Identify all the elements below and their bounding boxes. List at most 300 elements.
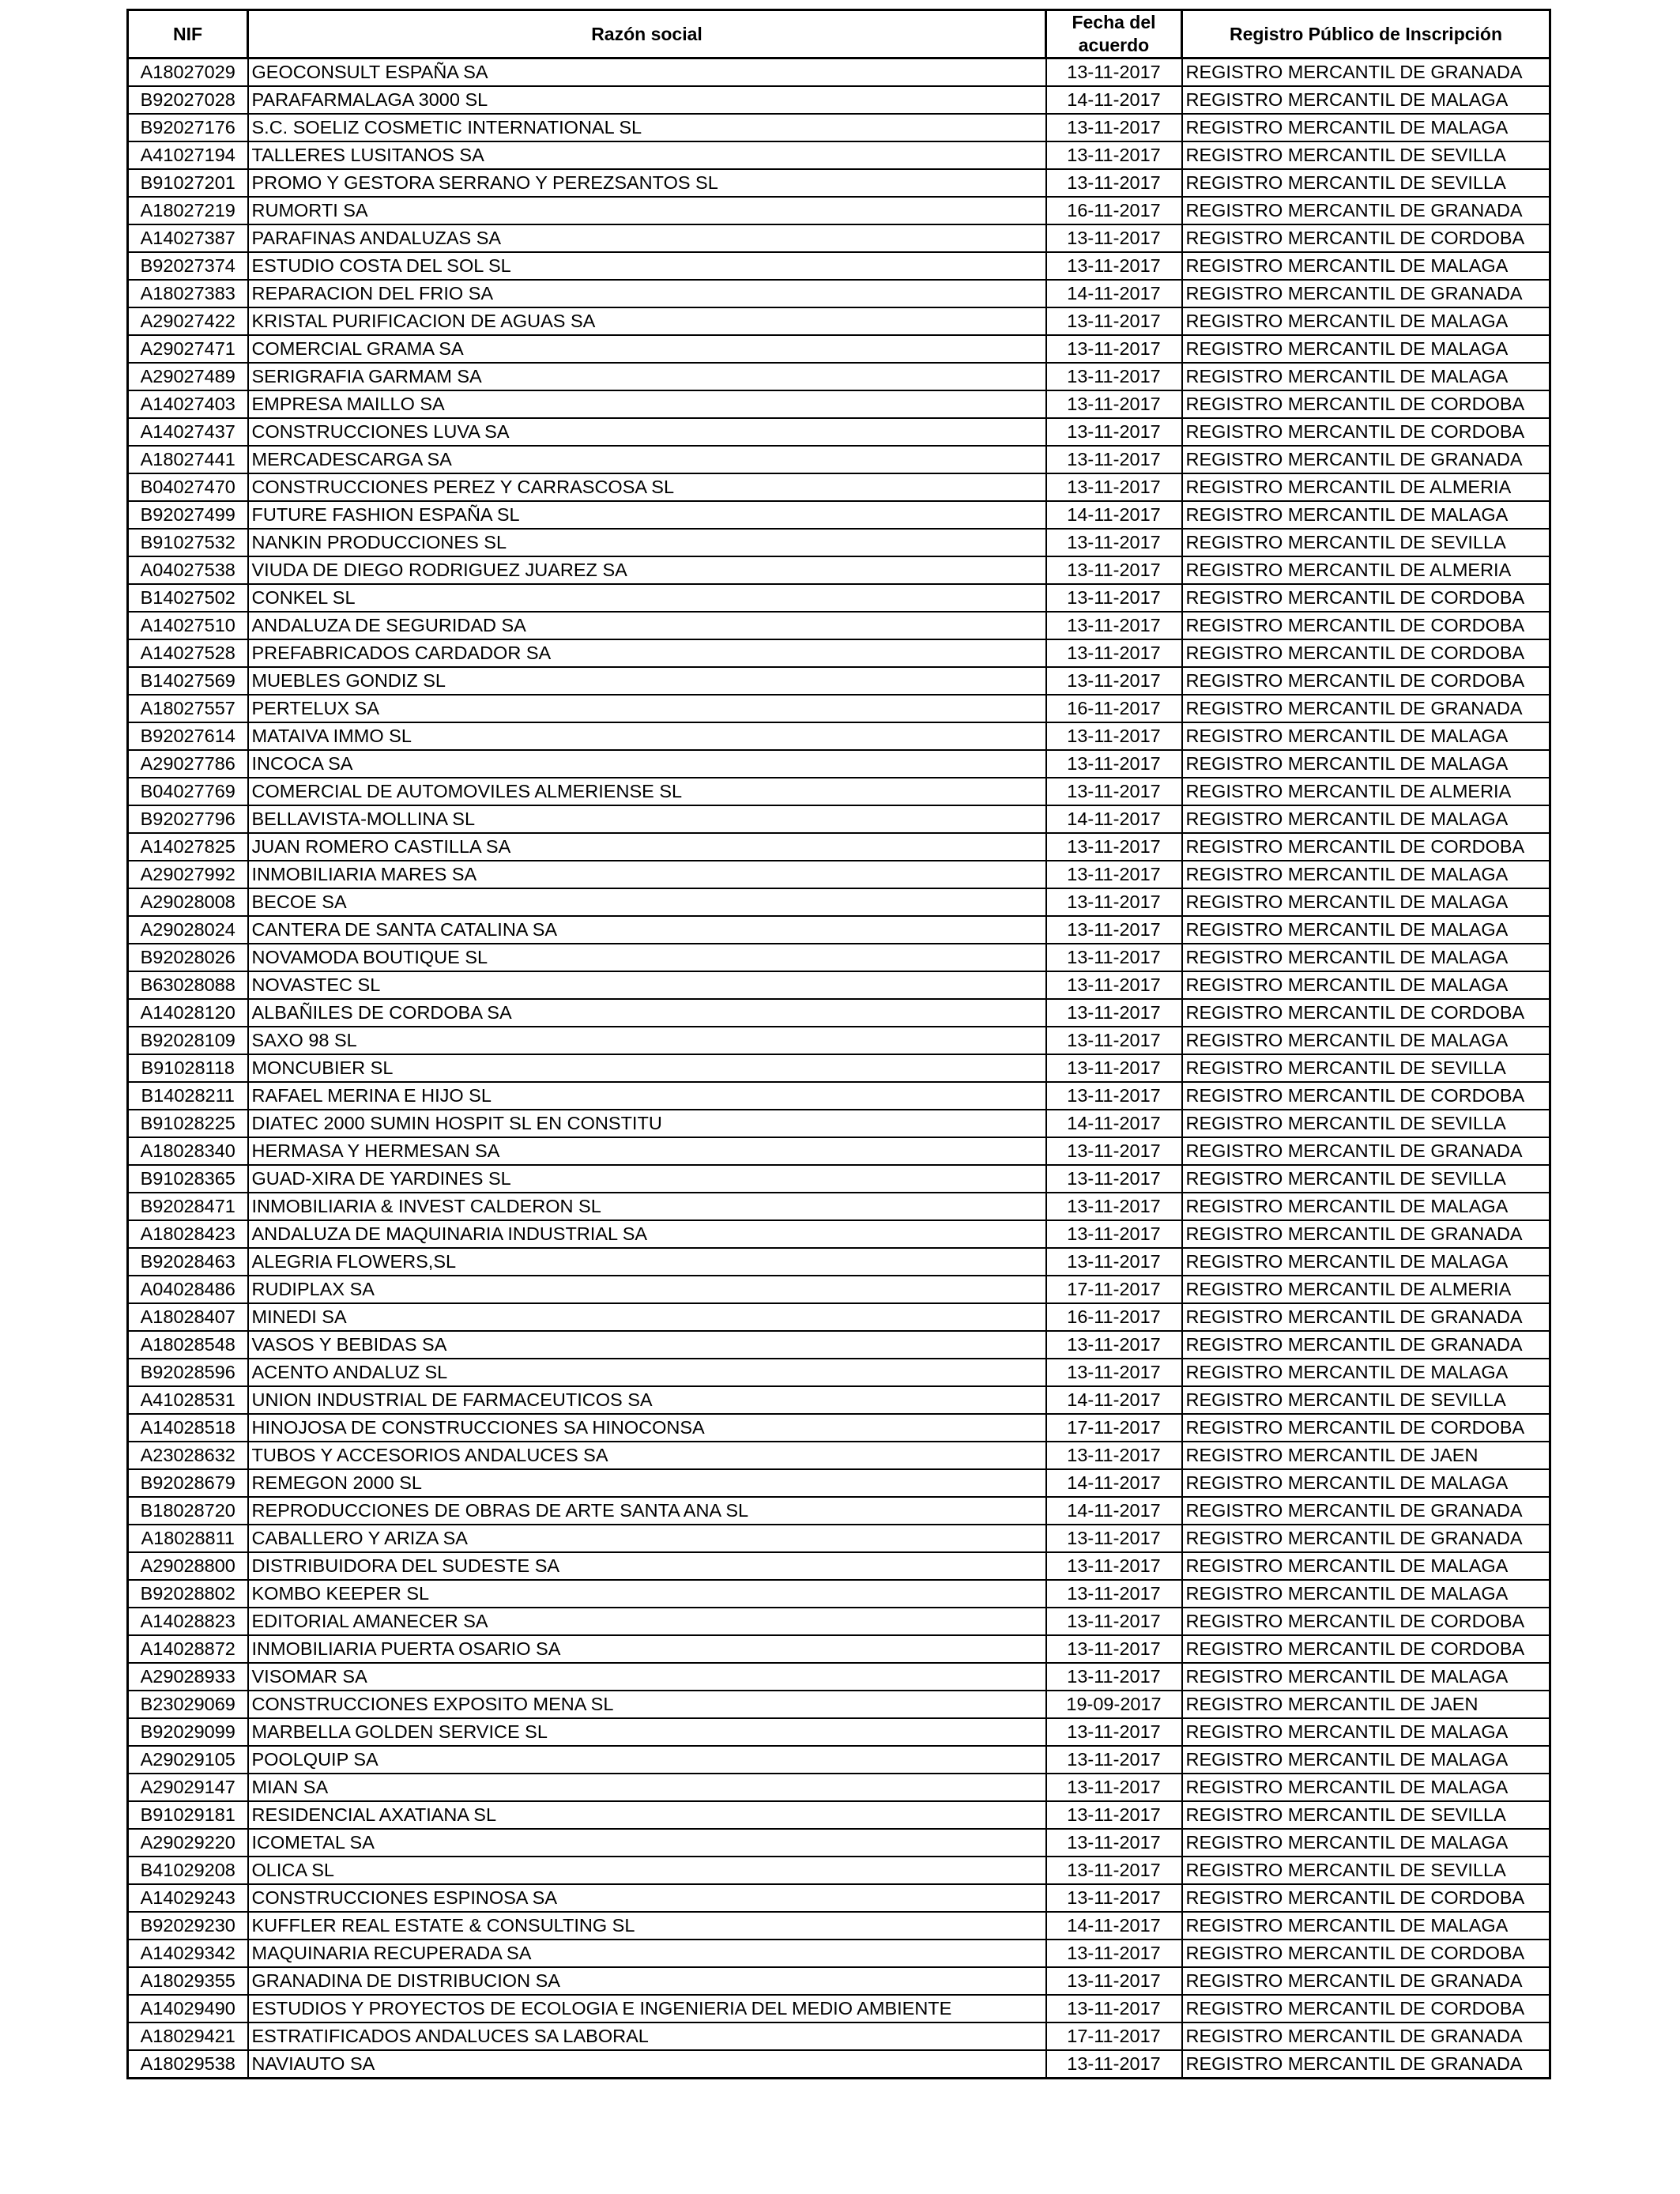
cell-fecha-acuerdo: 13-11-2017 <box>1046 1137 1182 1165</box>
cell-fecha-acuerdo: 13-11-2017 <box>1046 141 1182 169</box>
cell-razon-social: PARAFINAS ANDALUZAS SA <box>248 224 1046 252</box>
cell-razon-social: GRANADINA DE DISTRIBUCION SA <box>248 1967 1046 1995</box>
cell-razon-social: INMOBILIARIA MARES SA <box>248 861 1046 888</box>
cell-registro: REGISTRO MERCANTIL DE MALAGA <box>1182 1663 1550 1691</box>
table-row <box>128 916 1550 944</box>
cell-registro: REGISTRO MERCANTIL DE ALMERIA <box>1182 778 1550 805</box>
table-row <box>128 1386 1550 1414</box>
cell-razon-social: PARAFARMALAGA 3000 SL <box>248 86 1046 114</box>
cell-fecha-acuerdo: 14-11-2017 <box>1046 1497 1182 1525</box>
cell-nif: B63028088 <box>128 971 248 999</box>
cell-nif: A18028548 <box>128 1331 248 1359</box>
table-row <box>128 1635 1550 1663</box>
cell-registro: REGISTRO MERCANTIL DE CORDOBA <box>1182 1995 1550 2022</box>
cell-razon-social: COMERCIAL DE AUTOMOVILES ALMERIENSE SL <box>248 778 1046 805</box>
cell-nif: A18029421 <box>128 2022 248 2050</box>
cell-razon-social: CANTERA DE SANTA CATALINA SA <box>248 916 1046 944</box>
cell-razon-social: INMOBILIARIA PUERTA OSARIO SA <box>248 1635 1046 1663</box>
cell-registro: REGISTRO MERCANTIL DE SEVILLA <box>1182 529 1550 556</box>
table-row <box>128 1193 1550 1220</box>
table-row <box>128 1525 1550 1552</box>
cell-registro: REGISTRO MERCANTIL DE MALAGA <box>1182 1774 1550 1801</box>
cell-nif: A18027029 <box>128 58 248 87</box>
cell-fecha-acuerdo: 13-11-2017 <box>1046 1940 1182 1967</box>
cell-fecha-acuerdo: 19-09-2017 <box>1046 1691 1182 1718</box>
cell-razon-social: HERMASA Y HERMESAN SA <box>248 1137 1046 1165</box>
cell-nif: A14028120 <box>128 999 248 1027</box>
cell-razon-social: CONSTRUCCIONES LUVA SA <box>248 418 1046 446</box>
cell-razon-social: VISOMAR SA <box>248 1663 1046 1691</box>
cell-razon-social: ESTRATIFICADOS ANDALUCES SA LABORAL <box>248 2022 1046 2050</box>
cell-nif: B92028026 <box>128 944 248 971</box>
cell-nif: B92028109 <box>128 1027 248 1054</box>
cell-nif: A14027510 <box>128 612 248 639</box>
table-row <box>128 888 1550 916</box>
cell-razon-social: BECOE SA <box>248 888 1046 916</box>
cell-razon-social: INCOCA SA <box>248 750 1046 778</box>
table-row <box>128 667 1550 695</box>
cell-nif: B41029208 <box>128 1857 248 1884</box>
cell-razon-social: JUAN ROMERO CASTILLA SA <box>248 833 1046 861</box>
cell-nif: A14028872 <box>128 1635 248 1663</box>
cell-fecha-acuerdo: 13-11-2017 <box>1046 1995 1182 2022</box>
cell-razon-social: RUMORTI SA <box>248 197 1046 224</box>
cell-nif: A41027194 <box>128 141 248 169</box>
cell-razon-social: ALBAÑILES DE CORDOBA SA <box>248 999 1046 1027</box>
cell-registro: REGISTRO MERCANTIL DE SEVILLA <box>1182 1857 1550 1884</box>
cell-registro: REGISTRO MERCANTIL DE GRANADA <box>1182 2022 1550 2050</box>
table-row <box>128 252 1550 280</box>
cell-razon-social: FUTURE FASHION ESPAÑA SL <box>248 501 1046 529</box>
table-row <box>128 1718 1550 1746</box>
cell-fecha-acuerdo: 13-11-2017 <box>1046 999 1182 1027</box>
table-row <box>128 1110 1550 1137</box>
cell-fecha-acuerdo: 13-11-2017 <box>1046 888 1182 916</box>
table-row <box>128 1303 1550 1331</box>
cell-fecha-acuerdo: 13-11-2017 <box>1046 1054 1182 1082</box>
cell-nif: B92028802 <box>128 1580 248 1608</box>
cell-registro: REGISTRO MERCANTIL DE MALAGA <box>1182 971 1550 999</box>
cell-nif: B14027502 <box>128 584 248 612</box>
cell-registro: REGISTRO MERCANTIL DE GRANADA <box>1182 1525 1550 1552</box>
cell-razon-social: MINEDI SA <box>248 1303 1046 1331</box>
cell-registro: REGISTRO MERCANTIL DE MALAGA <box>1182 1027 1550 1054</box>
cell-razon-social: CABALLERO Y ARIZA SA <box>248 1525 1046 1552</box>
cell-registro: REGISTRO MERCANTIL DE SEVILLA <box>1182 1801 1550 1829</box>
cell-nif: B92028463 <box>128 1248 248 1276</box>
cell-registro: REGISTRO MERCANTIL DE GRANADA <box>1182 1137 1550 1165</box>
table-row <box>128 446 1550 473</box>
cell-registro: REGISTRO MERCANTIL DE CORDOBA <box>1182 1608 1550 1635</box>
cell-nif: A18028407 <box>128 1303 248 1331</box>
cell-nif: B92028679 <box>128 1469 248 1497</box>
cell-nif: B92028596 <box>128 1359 248 1386</box>
cell-fecha-acuerdo: 13-11-2017 <box>1046 667 1182 695</box>
cell-nif: A18028423 <box>128 1220 248 1248</box>
table-row <box>128 2050 1550 2079</box>
cell-nif: A14029243 <box>128 1884 248 1912</box>
cell-registro: REGISTRO MERCANTIL DE GRANADA <box>1182 1331 1550 1359</box>
table-row <box>128 1442 1550 1469</box>
cell-razon-social: TALLERES LUSITANOS SA <box>248 141 1046 169</box>
cell-registro: REGISTRO MERCANTIL DE MALAGA <box>1182 1718 1550 1746</box>
cell-razon-social: COMERCIAL GRAMA SA <box>248 335 1046 363</box>
cell-registro: REGISTRO MERCANTIL DE MALAGA <box>1182 944 1550 971</box>
table-row <box>128 1857 1550 1884</box>
table-row <box>128 1940 1550 1967</box>
cell-fecha-acuerdo: 13-11-2017 <box>1046 916 1182 944</box>
cell-razon-social: PERTELUX SA <box>248 695 1046 722</box>
cell-registro: REGISTRO MERCANTIL DE GRANADA <box>1182 58 1550 87</box>
cell-fecha-acuerdo: 13-11-2017 <box>1046 1082 1182 1110</box>
cell-nif: B92027028 <box>128 86 248 114</box>
cell-nif: A04027538 <box>128 556 248 584</box>
cell-razon-social: PROMO Y GESTORA SERRANO Y PEREZSANTOS SL <box>248 169 1046 197</box>
cell-nif: B04027470 <box>128 473 248 501</box>
table-row <box>128 695 1550 722</box>
table-row <box>128 1137 1550 1165</box>
cell-razon-social: MONCUBIER SL <box>248 1054 1046 1082</box>
cell-fecha-acuerdo: 14-11-2017 <box>1046 1469 1182 1497</box>
table-row <box>128 390 1550 418</box>
cell-fecha-acuerdo: 13-11-2017 <box>1046 473 1182 501</box>
cell-razon-social: GUAD-XIRA DE YARDINES SL <box>248 1165 1046 1193</box>
table-row <box>128 1165 1550 1193</box>
header-fecha-acuerdo <box>1046 10 1182 58</box>
cell-razon-social: ANDALUZA DE MAQUINARIA INDUSTRIAL SA <box>248 1220 1046 1248</box>
table-row <box>128 1359 1550 1386</box>
cell-nif: B92029099 <box>128 1718 248 1746</box>
cell-razon-social: VASOS Y BEBIDAS SA <box>248 1331 1046 1359</box>
cell-nif: B92027796 <box>128 805 248 833</box>
cell-registro: REGISTRO MERCANTIL DE GRANADA <box>1182 1967 1550 1995</box>
cell-fecha-acuerdo: 13-11-2017 <box>1046 335 1182 363</box>
cell-registro: REGISTRO MERCANTIL DE GRANADA <box>1182 197 1550 224</box>
cell-nif: B18028720 <box>128 1497 248 1525</box>
cell-fecha-acuerdo: 14-11-2017 <box>1046 805 1182 833</box>
table-row <box>128 778 1550 805</box>
cell-razon-social: MAQUINARIA RECUPERADA SA <box>248 1940 1046 1967</box>
cell-nif: B14027569 <box>128 667 248 695</box>
cell-registro: REGISTRO MERCANTIL DE MALAGA <box>1182 252 1550 280</box>
table-row <box>128 722 1550 750</box>
cell-registro: REGISTRO MERCANTIL DE MALAGA <box>1182 1912 1550 1940</box>
cell-registro: REGISTRO MERCANTIL DE SEVILLA <box>1182 1386 1550 1414</box>
cell-registro: REGISTRO MERCANTIL DE ALMERIA <box>1182 556 1550 584</box>
table-row <box>128 1995 1550 2022</box>
cell-fecha-acuerdo: 13-11-2017 <box>1046 861 1182 888</box>
cell-razon-social: EDITORIAL AMANECER SA <box>248 1608 1046 1635</box>
cell-razon-social: ALEGRIA FLOWERS,SL <box>248 1248 1046 1276</box>
cell-fecha-acuerdo: 13-11-2017 <box>1046 1331 1182 1359</box>
table-row <box>128 999 1550 1027</box>
table-row <box>128 556 1550 584</box>
cell-fecha-acuerdo: 13-11-2017 <box>1046 971 1182 999</box>
cell-razon-social: CONSTRUCCIONES ESPINOSA SA <box>248 1884 1046 1912</box>
cell-fecha-acuerdo: 13-11-2017 <box>1046 1248 1182 1276</box>
cell-fecha-acuerdo: 14-11-2017 <box>1046 501 1182 529</box>
cell-razon-social: UNION INDUSTRIAL DE FARMACEUTICOS SA <box>248 1386 1046 1414</box>
cell-fecha-acuerdo: 13-11-2017 <box>1046 1663 1182 1691</box>
table-row <box>128 280 1550 307</box>
cell-razon-social: REPRODUCCIONES DE OBRAS DE ARTE SANTA ANA SL <box>248 1497 1046 1525</box>
header-nif: NIF <box>128 10 248 58</box>
cell-registro: REGISTRO MERCANTIL DE GRANADA <box>1182 695 1550 722</box>
cell-fecha-acuerdo: 13-11-2017 <box>1046 390 1182 418</box>
cell-registro: REGISTRO MERCANTIL DE CORDOBA <box>1182 390 1550 418</box>
cell-nif: B92029230 <box>128 1912 248 1940</box>
cell-registro: REGISTRO MERCANTIL DE JAEN <box>1182 1691 1550 1718</box>
cell-fecha-acuerdo: 13-11-2017 <box>1046 58 1182 87</box>
cell-razon-social: SAXO 98 SL <box>248 1027 1046 1054</box>
cell-fecha-acuerdo: 13-11-2017 <box>1046 833 1182 861</box>
cell-registro: REGISTRO MERCANTIL DE MALAGA <box>1182 86 1550 114</box>
cell-nif: A29028008 <box>128 888 248 916</box>
cell-razon-social: DIATEC 2000 SUMIN HOSPIT SL EN CONSTITU <box>248 1110 1046 1137</box>
cell-nif: B92027614 <box>128 722 248 750</box>
cell-fecha-acuerdo: 14-11-2017 <box>1046 280 1182 307</box>
cell-fecha-acuerdo: 13-11-2017 <box>1046 1193 1182 1220</box>
cell-fecha-acuerdo: 16-11-2017 <box>1046 197 1182 224</box>
cell-registro: REGISTRO MERCANTIL DE GRANADA <box>1182 1220 1550 1248</box>
cell-registro: REGISTRO MERCANTIL DE MALAGA <box>1182 307 1550 335</box>
table-row <box>128 114 1550 141</box>
cell-fecha-acuerdo: 14-11-2017 <box>1046 1386 1182 1414</box>
cell-razon-social: RAFAEL MERINA E HIJO SL <box>248 1082 1046 1110</box>
cell-fecha-acuerdo: 14-11-2017 <box>1046 1912 1182 1940</box>
cell-fecha-acuerdo: 14-11-2017 <box>1046 86 1182 114</box>
cell-razon-social: REMEGON 2000 SL <box>248 1469 1046 1497</box>
table-row <box>128 1829 1550 1857</box>
cell-razon-social: NAVIAUTO SA <box>248 2050 1046 2079</box>
cell-nif: B23029069 <box>128 1691 248 1718</box>
cell-nif: A14029342 <box>128 1940 248 1967</box>
cell-nif: B91028225 <box>128 1110 248 1137</box>
cell-nif: A14029490 <box>128 1995 248 2022</box>
cell-razon-social: S.C. SOELIZ COSMETIC INTERNATIONAL SL <box>248 114 1046 141</box>
header-registro: Registro Público de Inscripción <box>1182 10 1550 58</box>
cell-razon-social: OLICA SL <box>248 1857 1046 1884</box>
cell-registro: REGISTRO MERCANTIL DE MALAGA <box>1182 1580 1550 1608</box>
cell-registro: REGISTRO MERCANTIL DE MALAGA <box>1182 1552 1550 1580</box>
table-row <box>128 473 1550 501</box>
header-razon-social: Razón social <box>248 10 1046 58</box>
cell-registro: REGISTRO MERCANTIL DE MALAGA <box>1182 501 1550 529</box>
cell-fecha-acuerdo: 16-11-2017 <box>1046 1303 1182 1331</box>
cell-nif: A14028823 <box>128 1608 248 1635</box>
cell-fecha-acuerdo: 13-11-2017 <box>1046 639 1182 667</box>
table-row <box>128 1276 1550 1303</box>
cell-fecha-acuerdo: 13-11-2017 <box>1046 169 1182 197</box>
cell-fecha-acuerdo: 13-11-2017 <box>1046 446 1182 473</box>
cell-fecha-acuerdo: 13-11-2017 <box>1046 1442 1182 1469</box>
cell-razon-social: NANKIN PRODUCCIONES SL <box>248 529 1046 556</box>
cell-fecha-acuerdo: 13-11-2017 <box>1046 252 1182 280</box>
cell-nif: A18029355 <box>128 1967 248 1995</box>
cell-registro: REGISTRO MERCANTIL DE ALMERIA <box>1182 473 1550 501</box>
cell-razon-social: INMOBILIARIA & INVEST CALDERON SL <box>248 1193 1046 1220</box>
table-row <box>128 639 1550 667</box>
cell-registro: REGISTRO MERCANTIL DE MALAGA <box>1182 861 1550 888</box>
cell-registro: REGISTRO MERCANTIL DE MALAGA <box>1182 1829 1550 1857</box>
cell-registro: REGISTRO MERCANTIL DE MALAGA <box>1182 1746 1550 1774</box>
table-row <box>128 529 1550 556</box>
cell-nif: A29027489 <box>128 363 248 390</box>
table-row <box>128 169 1550 197</box>
table-row <box>128 1691 1550 1718</box>
cell-fecha-acuerdo: 13-11-2017 <box>1046 1718 1182 1746</box>
cell-registro: REGISTRO MERCANTIL DE SEVILLA <box>1182 141 1550 169</box>
table-row <box>128 2022 1550 2050</box>
cell-fecha-acuerdo: 13-11-2017 <box>1046 556 1182 584</box>
cell-razon-social: MUEBLES GONDIZ SL <box>248 667 1046 695</box>
cell-razon-social: RESIDENCIAL AXATIANA SL <box>248 1801 1046 1829</box>
cell-fecha-acuerdo: 13-11-2017 <box>1046 1359 1182 1386</box>
cell-razon-social: MERCADESCARGA SA <box>248 446 1046 473</box>
table-row <box>128 363 1550 390</box>
table-row <box>128 1746 1550 1774</box>
cell-registro: REGISTRO MERCANTIL DE MALAGA <box>1182 722 1550 750</box>
cell-fecha-acuerdo: 13-11-2017 <box>1046 612 1182 639</box>
cell-razon-social: PREFABRICADOS CARDADOR SA <box>248 639 1046 667</box>
cell-fecha-acuerdo: 13-11-2017 <box>1046 944 1182 971</box>
cell-registro: REGISTRO MERCANTIL DE SEVILLA <box>1182 1165 1550 1193</box>
table-row <box>128 335 1550 363</box>
cell-razon-social: MARBELLA GOLDEN SERVICE SL <box>248 1718 1046 1746</box>
cell-nif: A14027437 <box>128 418 248 446</box>
table-row <box>128 1027 1550 1054</box>
cell-registro: REGISTRO MERCANTIL DE MALAGA <box>1182 1248 1550 1276</box>
cell-nif: A18028340 <box>128 1137 248 1165</box>
table-row <box>128 1414 1550 1442</box>
table-row <box>128 1801 1550 1829</box>
cell-fecha-acuerdo: 13-11-2017 <box>1046 1027 1182 1054</box>
cell-registro: REGISTRO MERCANTIL DE GRANADA <box>1182 1497 1550 1525</box>
cell-fecha-acuerdo: 13-11-2017 <box>1046 1165 1182 1193</box>
header-fecha-line1: Fecha del <box>1072 12 1156 32</box>
header-row <box>128 10 1550 58</box>
cell-nif: B04027769 <box>128 778 248 805</box>
cell-nif: A29029220 <box>128 1829 248 1857</box>
cell-registro: REGISTRO MERCANTIL DE MALAGA <box>1182 1469 1550 1497</box>
cell-nif: A29027786 <box>128 750 248 778</box>
cell-registro: REGISTRO MERCANTIL DE MALAGA <box>1182 888 1550 916</box>
table-row <box>128 971 1550 999</box>
cell-registro: REGISTRO MERCANTIL DE CORDOBA <box>1182 639 1550 667</box>
cell-fecha-acuerdo: 13-11-2017 <box>1046 1774 1182 1801</box>
cell-razon-social: BELLAVISTA-MOLLINA SL <box>248 805 1046 833</box>
table-row <box>128 1774 1550 1801</box>
cell-fecha-acuerdo: 13-11-2017 <box>1046 1884 1182 1912</box>
cell-registro: REGISTRO MERCANTIL DE CORDOBA <box>1182 1940 1550 1967</box>
cell-nif: A18029538 <box>128 2050 248 2079</box>
table-row <box>128 1884 1550 1912</box>
table-body <box>128 58 1550 2079</box>
cell-nif: A14027528 <box>128 639 248 667</box>
cell-razon-social: ESTUDIO COSTA DEL SOL SL <box>248 252 1046 280</box>
table-row <box>128 307 1550 335</box>
table-row <box>128 1912 1550 1940</box>
cell-fecha-acuerdo: 14-11-2017 <box>1046 1110 1182 1137</box>
cell-registro: REGISTRO MERCANTIL DE CORDOBA <box>1182 667 1550 695</box>
table-row <box>128 1663 1550 1691</box>
cell-razon-social: TUBOS Y ACCESORIOS ANDALUCES SA <box>248 1442 1046 1469</box>
cell-registro: REGISTRO MERCANTIL DE SEVILLA <box>1182 1054 1550 1082</box>
cell-nif: B14028211 <box>128 1082 248 1110</box>
cell-razon-social: RUDIPLAX SA <box>248 1276 1046 1303</box>
cell-fecha-acuerdo: 13-11-2017 <box>1046 418 1182 446</box>
cell-registro: REGISTRO MERCANTIL DE ALMERIA <box>1182 1276 1550 1303</box>
cell-fecha-acuerdo: 13-11-2017 <box>1046 1220 1182 1248</box>
table-row <box>128 750 1550 778</box>
cell-nif: A14028518 <box>128 1414 248 1442</box>
table-row <box>128 1082 1550 1110</box>
companies-table <box>126 9 1551 2079</box>
table-row <box>128 1248 1550 1276</box>
cell-registro: REGISTRO MERCANTIL DE MALAGA <box>1182 114 1550 141</box>
cell-nif: B91027532 <box>128 529 248 556</box>
cell-fecha-acuerdo: 13-11-2017 <box>1046 1580 1182 1608</box>
cell-fecha-acuerdo: 13-11-2017 <box>1046 307 1182 335</box>
cell-registro: REGISTRO MERCANTIL DE MALAGA <box>1182 335 1550 363</box>
cell-fecha-acuerdo: 13-11-2017 <box>1046 778 1182 805</box>
cell-registro: REGISTRO MERCANTIL DE GRANADA <box>1182 280 1550 307</box>
cell-registro: REGISTRO MERCANTIL DE MALAGA <box>1182 916 1550 944</box>
cell-razon-social: MATAIVA IMMO SL <box>248 722 1046 750</box>
cell-fecha-acuerdo: 17-11-2017 <box>1046 1276 1182 1303</box>
cell-registro: REGISTRO MERCANTIL DE CORDOBA <box>1182 1635 1550 1663</box>
cell-fecha-acuerdo: 13-11-2017 <box>1046 1829 1182 1857</box>
cell-nif: A14027825 <box>128 833 248 861</box>
cell-nif: A29028800 <box>128 1552 248 1580</box>
table-row <box>128 1967 1550 1995</box>
table-row <box>128 944 1550 971</box>
cell-registro: REGISTRO MERCANTIL DE CORDOBA <box>1182 584 1550 612</box>
cell-registro: REGISTRO MERCANTIL DE CORDOBA <box>1182 1414 1550 1442</box>
cell-nif: B91028118 <box>128 1054 248 1082</box>
cell-fecha-acuerdo: 13-11-2017 <box>1046 1857 1182 1884</box>
cell-razon-social: HINOJOSA DE CONSTRUCCIONES SA HINOCONSA <box>248 1414 1046 1442</box>
cell-razon-social: KRISTAL PURIFICACION DE AGUAS SA <box>248 307 1046 335</box>
cell-razon-social: ICOMETAL SA <box>248 1829 1046 1857</box>
cell-registro: REGISTRO MERCANTIL DE CORDOBA <box>1182 612 1550 639</box>
cell-nif: B92027499 <box>128 501 248 529</box>
header-fecha-line2: acuerdo <box>1078 35 1150 55</box>
cell-razon-social: REPARACION DEL FRIO SA <box>248 280 1046 307</box>
cell-razon-social: CONKEL SL <box>248 584 1046 612</box>
cell-fecha-acuerdo: 13-11-2017 <box>1046 1746 1182 1774</box>
cell-fecha-acuerdo: 13-11-2017 <box>1046 1608 1182 1635</box>
table-row <box>128 141 1550 169</box>
cell-nif: A41028531 <box>128 1386 248 1414</box>
table-row <box>128 1580 1550 1608</box>
cell-registro: REGISTRO MERCANTIL DE GRANADA <box>1182 446 1550 473</box>
cell-razon-social: DISTRIBUIDORA DEL SUDESTE SA <box>248 1552 1046 1580</box>
cell-fecha-acuerdo: 13-11-2017 <box>1046 1525 1182 1552</box>
cell-registro: REGISTRO MERCANTIL DE MALAGA <box>1182 750 1550 778</box>
cell-razon-social: CONSTRUCCIONES EXPOSITO MENA SL <box>248 1691 1046 1718</box>
cell-nif: A18027383 <box>128 280 248 307</box>
cell-registro: REGISTRO MERCANTIL DE CORDOBA <box>1182 224 1550 252</box>
table-row <box>128 1331 1550 1359</box>
cell-nif: A23028632 <box>128 1442 248 1469</box>
cell-nif: B91027201 <box>128 169 248 197</box>
cell-razon-social: MIAN SA <box>248 1774 1046 1801</box>
cell-fecha-acuerdo: 13-11-2017 <box>1046 2050 1182 2079</box>
table-row <box>128 197 1550 224</box>
table-row <box>128 58 1550 87</box>
table-header <box>128 10 1550 58</box>
